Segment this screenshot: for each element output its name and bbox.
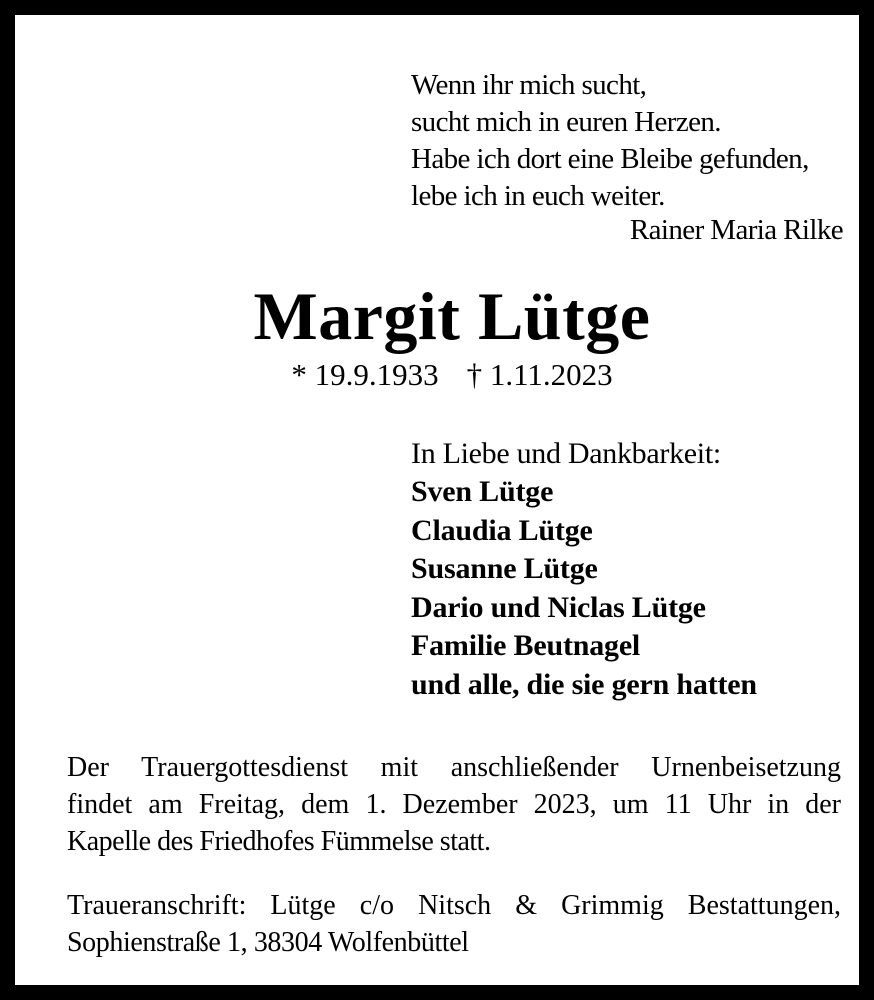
quote-line: sucht mich in euren Herzen.: [411, 106, 721, 138]
address-line: Traueranschrift: Lütge c/o Nitsch & Grimmig Bestattungen,: [67, 890, 841, 921]
quote-line: lebe ich in euch weiter.: [411, 180, 665, 212]
service-line: Kapelle des Friedhofes Fümmelse statt.: [67, 826, 491, 857]
mourner-name: Sven Lütge: [411, 475, 554, 508]
funeral-service-notice: [67, 749, 841, 860]
quote-line: Wenn ihr mich sucht,: [411, 69, 647, 101]
mourner-name: Claudia Lütge: [411, 513, 593, 547]
service-line: Der Trauergottesdienst mit anschließender Urnenbeisetzung: [67, 752, 841, 783]
mourners-list: [411, 435, 851, 704]
mourner-name: und alle, die sie gern hatten: [411, 667, 757, 701]
mourning-address: [67, 887, 841, 961]
quote-line: Habe ich dort eine Bleibe gefunden,: [411, 143, 809, 175]
mourner-name: Dario und Niclas Lütge: [411, 590, 706, 624]
address-line: Sophienstraße 1, 38304 Wolfenbüttel: [67, 927, 469, 958]
quote-author: Rainer Maria Rilke: [629, 214, 843, 246]
birth-date: * 19.9.1933: [291, 357, 439, 392]
life-dates: [15, 355, 874, 395]
rilke-quote: [411, 67, 843, 249]
deceased-name: Margit Lütge: [253, 278, 651, 354]
mourner-name: Susanne Lütge: [411, 552, 598, 585]
service-line: findet am Freitag, dem 1. Dezember 2023, um 11 Uhr in der: [67, 789, 841, 820]
death-date: † 1.11.2023: [466, 357, 613, 392]
mourners-intro: In Liebe und Dankbarkeit:: [411, 437, 721, 470]
mourner-name: Familie Beutnagel: [411, 629, 641, 662]
